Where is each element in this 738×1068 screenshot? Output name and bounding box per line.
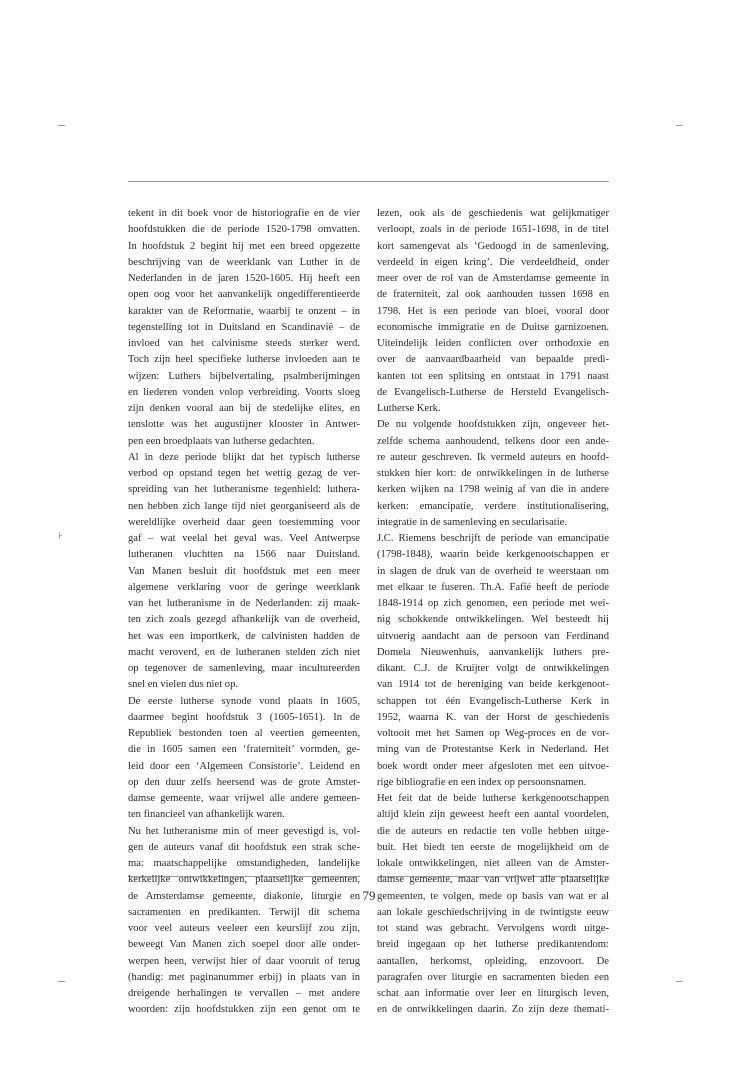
text-line: aan lokale geschiedschrijving in de twintigste eeuw bbox=[377, 906, 609, 918]
text-line: werpen heen, verwijst hier of daar vooruit of terug bbox=[128, 955, 360, 967]
text-line: leid door een ‘Algemeen Consistorie’. Leidend en bbox=[128, 760, 360, 772]
text-line: van het lutheranisme in de Nederlanden: zij maak- bbox=[128, 598, 360, 609]
text-line: re auteur geschreven. Ik vermeld auteurs en hoofd- bbox=[377, 451, 609, 463]
text-line: J.C. Riemens beschrijft de periode van emancipatie bbox=[377, 533, 609, 544]
text-line: In hoofdstuk 2 begint hij met een breed opgezette bbox=[128, 240, 360, 252]
text-line: die in 1605 samen een ‘fraterniteit’ vormden, ge- bbox=[128, 744, 360, 756]
text-line: ten financieel van afhankelijk waren. bbox=[128, 809, 285, 821]
text-line: 1848-1914 op zich genomen, een periode met wei- bbox=[377, 598, 609, 609]
text-line: op tegenover de samenleving, maar incultureerden bbox=[128, 663, 360, 674]
text-line: wijzen: Luthers bijbelvertaling, psalmberijmingen bbox=[128, 370, 360, 382]
crop-mark-bottom-left bbox=[58, 981, 65, 982]
text-line: ming van de Protestantse Kerk in Nederland. Het bbox=[377, 744, 609, 756]
text-line: lezen, ook als de geschiedenis wat gelijkmatiger bbox=[377, 208, 609, 219]
text-line: (1798-1848), waarin beide kerkgenootschappen er bbox=[377, 549, 609, 561]
text-line: verloopt, zoals in de periode 1651-1698, in de titel bbox=[377, 224, 609, 236]
text-line: nig schokkende ontwikkelingen. Wel besteedt hij bbox=[377, 614, 609, 626]
text-line: integratie in de samenleving en secularisatie. bbox=[377, 516, 568, 528]
text-line: en liederen vonden volop verbreiding. Voorts sloeg bbox=[128, 386, 360, 398]
page-number: 79 bbox=[362, 888, 376, 903]
text-line: kerken wijken na 1798 weinig af van die in andere bbox=[377, 484, 609, 496]
text-line: tot stand was gebracht. Vervolgens wordt uitge- bbox=[377, 923, 609, 934]
text-line: invloed van het calvinisme steeds sterker werd. bbox=[128, 338, 360, 349]
text-line: aantallen, herkomst, opleiding, enzovoort. De bbox=[377, 955, 609, 967]
text-line: breid ingegaan op het lutherse predikantendom: bbox=[377, 939, 609, 951]
text-line: op den duur zelfs heersend was de grote Amster- bbox=[128, 776, 360, 788]
text-line: wereldlijke overheid daar geen toestemming voor bbox=[128, 516, 360, 528]
text-line: snel en vielen dus niet op. bbox=[128, 679, 239, 691]
text-line: economische immigratie en de Duitse garnizoenen. bbox=[377, 321, 609, 333]
text-line: Toch zijn heel specifieke lutherse invloeden aan te bbox=[128, 354, 360, 366]
text-line: beschrijving van de weerklank van Luther in de bbox=[128, 256, 360, 268]
text-line: De nu volgende hoofdstukken zijn, ongeveer het- bbox=[377, 419, 609, 431]
text-line: gemeenten, te volgen, mede op basis van wat er al bbox=[377, 890, 609, 902]
text-line: Republiek bestonden toen al veertien gemeenten, bbox=[128, 728, 360, 739]
side-registration-mark: ⊦ bbox=[58, 531, 64, 541]
text-line: nen hebben zich lange tijd niet georganiseerd als de bbox=[128, 500, 360, 512]
text-line: verbod op opstand tegen het wettig gezag de ver- bbox=[128, 468, 360, 479]
text-line: lokale ontwikkelingen, niet alleen van de Amster- bbox=[377, 858, 609, 869]
text-line: altijd klein zijn geweest heeft een aantal voordelen, bbox=[377, 809, 609, 821]
text-line: open oog voor het aanvankelijk ongedifferentieerde bbox=[128, 289, 360, 301]
text-line: die de auteurs en redactie ten volle hebben uitge- bbox=[377, 825, 609, 837]
text-line: kerken: emancipatie, verdere institutionalisering, bbox=[377, 500, 609, 512]
text-line: kanten tot een splitsing en ontstaat in 1791 naast bbox=[377, 370, 609, 382]
text-line: ten zich zoals gezegd afhankelijk van de overheid, bbox=[128, 614, 360, 626]
text-line: tekent in dit boek voor de historiografie en de vier bbox=[128, 208, 360, 219]
text-line: het was een importkerk, de calvinisten hadden de bbox=[128, 630, 360, 642]
text-line: voltooit met het Samen op Weg-proces en de vor- bbox=[377, 728, 609, 739]
text-line: in slagen de druk van de overheid te weerstaan om bbox=[377, 565, 609, 577]
text-line: damse gemeente, waar vrijwel alle andere gemeen- bbox=[128, 793, 360, 804]
text-line: ma: maatschappelijke omstandigheden, landelijke bbox=[128, 858, 360, 869]
text-line: (handig: met paginanummer erbij) in plaats van in bbox=[128, 971, 360, 983]
text-line: stukken hier kort: de ontwikkelingen in de lutherse bbox=[377, 468, 609, 479]
crop-mark-bottom-right bbox=[676, 981, 683, 982]
text-line: Van Manen besluit dit hoofdstuk met een meer bbox=[128, 565, 360, 577]
text-line: schappen tot één Evangelisch-Lutherse Kerk in bbox=[377, 695, 609, 707]
text-line: Uiteindelijk leiden conflicten over orthodoxie en bbox=[377, 338, 609, 349]
text-line: daarmee begint hoofdstuk 3 (1605-1651). In de bbox=[128, 711, 360, 723]
text-line: tenslotte was het augustijner klooster in Antwer- bbox=[128, 419, 360, 431]
text-line: de fraterniteit, zal ook aanhouden tussen 1698 en bbox=[377, 289, 609, 301]
crop-mark-top-right bbox=[676, 125, 683, 126]
text-line: woorden: zijn hoofdstukken zijn een genot om te bbox=[128, 1004, 360, 1016]
text-line: rige bibliografie en een index op persoonsnamen. bbox=[377, 776, 587, 788]
text-line: uitvoerig aandacht aan de persoon van Ferdinand bbox=[377, 630, 609, 642]
text-line: karakter van de Reformatie, waarbij te onzent – in bbox=[128, 305, 360, 317]
text-line: spreiding van het lutheranisme tegenhield: luthera- bbox=[128, 484, 360, 496]
text-line: algemene verklaring voor de geringe weerklank bbox=[128, 581, 360, 593]
text-line: zelfde schema aanhoudend, telkens door een ande- bbox=[377, 435, 609, 447]
text-line: met elkaar te fuseren. Th.A. Fafié heeft de periode bbox=[377, 581, 609, 593]
crop-mark-top-left bbox=[58, 125, 65, 126]
text-line: schat aan informatie over leer en liturgisch leven, bbox=[377, 988, 609, 999]
text-line: Lutherse Kerk. bbox=[377, 403, 441, 414]
text-line: beweegt Van Manen zich soepel door alle onder- bbox=[128, 939, 360, 951]
text-line: over de aanvaardbaarheid van bepaalde predi- bbox=[377, 354, 609, 366]
text-line: boek wordt onder meer afgesloten met een uitvoe- bbox=[377, 760, 609, 772]
text-line: verdeeld in eigen kring’. Die verdeeldheid, onder bbox=[377, 256, 609, 268]
text-line: hoofdstukken die de periode 1520-1798 omvatten. bbox=[128, 224, 360, 236]
text-line: dikant. C.J. de Kruijter volgt de ontwikkelingen bbox=[377, 663, 609, 674]
text-line: gen de auteurs vanaf dit hoofdstuk een strak sche- bbox=[128, 841, 360, 853]
text-line: Al in deze periode blijkt dat het typisch lutherse bbox=[128, 451, 360, 463]
text-line: de Amsterdamse gemeente, diakonie, liturgie en bbox=[128, 890, 360, 902]
text-line: Het feit dat de beide lutherse kerkgenootschappen bbox=[377, 793, 609, 804]
text-line: tegenstelling tot in Duitsland en Scandinavië – de bbox=[128, 321, 360, 333]
text-line: De eerste lutherse synode vond plaats in 1605, bbox=[128, 695, 360, 707]
text-line: en de ontwikkelingen daarin. Zo zijn deze themati- bbox=[377, 1004, 609, 1016]
text-line: meer over de rol van de Amsterdamse gemeente in bbox=[377, 273, 609, 284]
text-line: Domela Nieuwenhuis, aanvankelijk luthers pre- bbox=[377, 646, 609, 658]
text-line: kerkelijke ontwikkelingen, plaatselijke gemeenten, bbox=[128, 874, 360, 886]
text-line: Nu het lutheranisme min of meer gevestigd is, vol- bbox=[128, 825, 360, 837]
text-line: van 1914 tot de hereniging van beide kerkgenoot- bbox=[377, 679, 609, 691]
text-line: 1952, waarna K. van der Horst de geschiedenis bbox=[377, 711, 609, 723]
text-line: gaf – wat veelal het geval was. Veel Antwerpse bbox=[128, 533, 360, 544]
text-line: de Evangelisch-Lutherse de Hersteld Evangelisch- bbox=[377, 386, 609, 398]
text-line: paragrafen over liturgie en sacramenten bieden een bbox=[377, 971, 609, 983]
text-line: 1798. Het is een periode van bloei, vooral door bbox=[377, 305, 609, 317]
text-line: macht veroverd, en de lutheranen stelden zich niet bbox=[128, 646, 360, 658]
text-line: buit. Het biedt ten eerste de mogelijkheid om de bbox=[377, 841, 609, 853]
text-line: sacramenten en predikanten. Terwijl dit schema bbox=[128, 906, 360, 918]
text-line: voor veel auteurs veeleer een keurslijf zou zijn, bbox=[128, 923, 360, 934]
text-line: lutheranen vluchtten na 1566 naar Duitsland. bbox=[128, 549, 360, 561]
text-line: kort samengevat als ‘Gedoogd in de samenleving, bbox=[377, 240, 609, 252]
header-rule bbox=[128, 181, 609, 182]
text-line: Nederlanden in de jaren 1520-1605. Hij heeft een bbox=[128, 273, 360, 284]
text-line: pen een broedplaats van lutherse gedachten. bbox=[128, 435, 315, 447]
text-line: zijn denken vooral aan bij de stedelijke elites, en bbox=[128, 403, 360, 414]
text-line: damse gemeente, maar van vrijwel alle plaatselijke bbox=[377, 874, 609, 886]
text-line: dreigende herhalingen te vervallen – met andere bbox=[128, 988, 360, 999]
